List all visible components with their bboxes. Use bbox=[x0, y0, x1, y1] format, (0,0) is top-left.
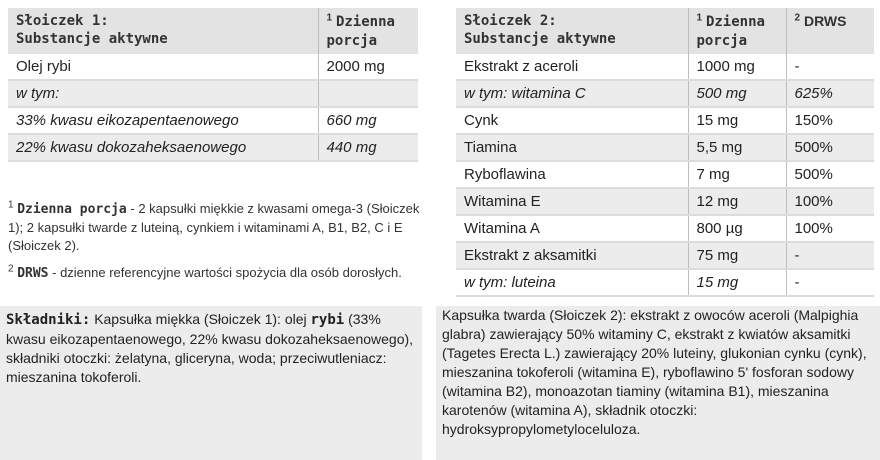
jar2-cell-dose: 1000 mg bbox=[688, 54, 786, 80]
ingredients-jar1-bold: rybi bbox=[310, 312, 345, 328]
jar1-cell-name: 33% kwasu eikozapentaenowego bbox=[8, 107, 318, 134]
table-row bbox=[8, 107, 418, 134]
jar2-cell-drws: 150% bbox=[786, 107, 874, 134]
jar2-cell-drws: - bbox=[786, 269, 874, 296]
fn1-sup: 1 bbox=[8, 199, 14, 211]
jar2-cell-name: Ekstrakt z aceroli bbox=[456, 54, 688, 80]
table-row bbox=[456, 107, 874, 134]
jar2-drws-header bbox=[786, 8, 874, 54]
jar2-dose-label-2: porcja bbox=[696, 33, 748, 49]
jar2-cell-name: Ryboflawina bbox=[456, 161, 688, 188]
jar2-cell-dose: 800 µg bbox=[688, 215, 786, 242]
table-row bbox=[8, 80, 418, 107]
jar1-table bbox=[8, 8, 418, 162]
ingredients-jar1 bbox=[0, 306, 422, 460]
jar2-cell-dose: 5,5 mg bbox=[688, 134, 786, 161]
jar1-dose-sup: 1 bbox=[326, 12, 333, 24]
jar1-dose-label-2: porcja bbox=[326, 33, 378, 49]
table-row bbox=[456, 134, 874, 161]
jar1-cell-name: 22% kwasu dokozaheksaenowego bbox=[8, 134, 318, 161]
jar1-subtitle: Substancje aktywne bbox=[16, 31, 168, 47]
jar2-cell-dose: 75 mg bbox=[688, 242, 786, 269]
jar1-cell-name: Olej rybi bbox=[8, 54, 318, 80]
table-row bbox=[8, 54, 418, 80]
jar2-subtitle: Substancje aktywne bbox=[464, 31, 616, 47]
jar2-table bbox=[456, 8, 874, 297]
jar1-cell-dose: 2000 mg bbox=[318, 54, 418, 80]
jar1-dose-label-1: Dzienna bbox=[335, 14, 395, 30]
jar2-cell-name: Cynk bbox=[456, 107, 688, 134]
jar2-cell-name: w tym: witamina C bbox=[456, 80, 688, 107]
ingredients-jar2 bbox=[436, 306, 880, 460]
fn1-term: Dzienna porcja bbox=[17, 202, 127, 217]
footnote-daily-portion bbox=[8, 200, 428, 255]
jar2-header bbox=[456, 8, 688, 54]
jar1-cell-dose: 440 mg bbox=[318, 134, 418, 161]
jar2-cell-dose: 500 mg bbox=[688, 80, 786, 107]
jar1-header bbox=[8, 8, 318, 54]
fn2-sup: 2 bbox=[8, 263, 14, 275]
jar2-cell-dose: 15 mg bbox=[688, 107, 786, 134]
table-row bbox=[8, 134, 418, 161]
jar2-drws-sup: 2 bbox=[794, 12, 801, 24]
jar1-cell-name: w tym: bbox=[8, 80, 318, 107]
jar2-dose-label-1: Dzienna bbox=[705, 14, 765, 30]
jar2-drws-label: DRWS bbox=[803, 13, 847, 29]
jar2-cell-drws: 100% bbox=[786, 215, 874, 242]
jar2-cell-dose: 15 mg bbox=[688, 269, 786, 296]
table-row bbox=[456, 54, 874, 80]
jar2-header-row bbox=[456, 8, 874, 54]
jar1-cell-dose bbox=[318, 80, 418, 107]
jar2-cell-drws: 100% bbox=[786, 188, 874, 215]
jar2-cell-name: Ekstrakt z aksamitki bbox=[456, 242, 688, 269]
jar1-body bbox=[8, 54, 418, 161]
jar1-dose-header bbox=[318, 8, 418, 54]
jar2-cell-drws: - bbox=[786, 242, 874, 269]
table-row bbox=[456, 188, 874, 215]
jar2-cell-drws: 625% bbox=[786, 80, 874, 107]
jar1-cell-dose: 660 mg bbox=[318, 107, 418, 134]
jar2-cell-name: w tym: luteina bbox=[456, 269, 688, 296]
jar2-cell-name: Witamina A bbox=[456, 215, 688, 242]
fn2-text: - dzienne referencyjne wartości spożycia dla osób dorosłych. bbox=[52, 265, 402, 280]
ingredients-jar2-text: Kapsułka twarda (Słoiczek 2): ekstrakt z owoców aceroli (Malpighia glabra) zawierający 50% witaminy C, ekstrakt z kwiatów aksamitki (Tagetes Erecta L.) zawierający 20% luteiny, glukonian cynku (cynk), mieszanina tokoferoli (witamina E), ryboflawino 5' fosforan sodowy (witamina B2), monoazotan tiaminy (witamina B1), mieszanina karotenów (witamina A), składnik otoczki: hydroksypropylometyloceluloza. bbox=[442, 307, 867, 437]
jar2-dose-sup: 1 bbox=[696, 12, 703, 24]
jar2-cell-drws: - bbox=[786, 54, 874, 80]
jar2-cell-drws: 500% bbox=[786, 134, 874, 161]
jar2-body bbox=[456, 54, 874, 296]
table-row bbox=[456, 215, 874, 242]
fn1-text: - 2 kapsułki miękkie z kwasami omega-3 (Słoiczek 1); 2 kapsułki twarde z luteiną, cynkiem i witaminami A, B1, B2, C i E (Słoiczek 2). bbox=[8, 201, 420, 253]
table-row bbox=[456, 269, 874, 296]
jar2-cell-dose: 12 mg bbox=[688, 188, 786, 215]
table-row bbox=[456, 242, 874, 269]
jar1-header-row bbox=[8, 8, 418, 54]
footnote-drws bbox=[8, 264, 428, 283]
jar1-title: Słoiczek 1: bbox=[16, 13, 109, 29]
jar2-dose-header bbox=[688, 8, 786, 54]
table-row bbox=[456, 161, 874, 188]
fn2-term: DRWS bbox=[17, 266, 49, 281]
jar2-cell-drws: 500% bbox=[786, 161, 874, 188]
jar2-title: Słoiczek 2: bbox=[464, 13, 557, 29]
jar2-cell-name: Witamina E bbox=[456, 188, 688, 215]
jar2-cell-dose: 7 mg bbox=[688, 161, 786, 188]
table-row bbox=[456, 80, 874, 107]
ingredients-jar1-post: (33% kwasu eikozapentaenowego, 22% kwasu dokozaheksaenowego), składniki otoczki: żelatyna, gliceryna, woda; przeciwutleniacz: mieszanina tokoferoli. bbox=[6, 311, 414, 385]
ingredients-jar1-pre: Kapsułka miękka (Słoiczek 1): olej bbox=[94, 311, 307, 327]
ingredients-label: Składniki: bbox=[6, 312, 91, 328]
jar2-cell-name: Tiamina bbox=[456, 134, 688, 161]
